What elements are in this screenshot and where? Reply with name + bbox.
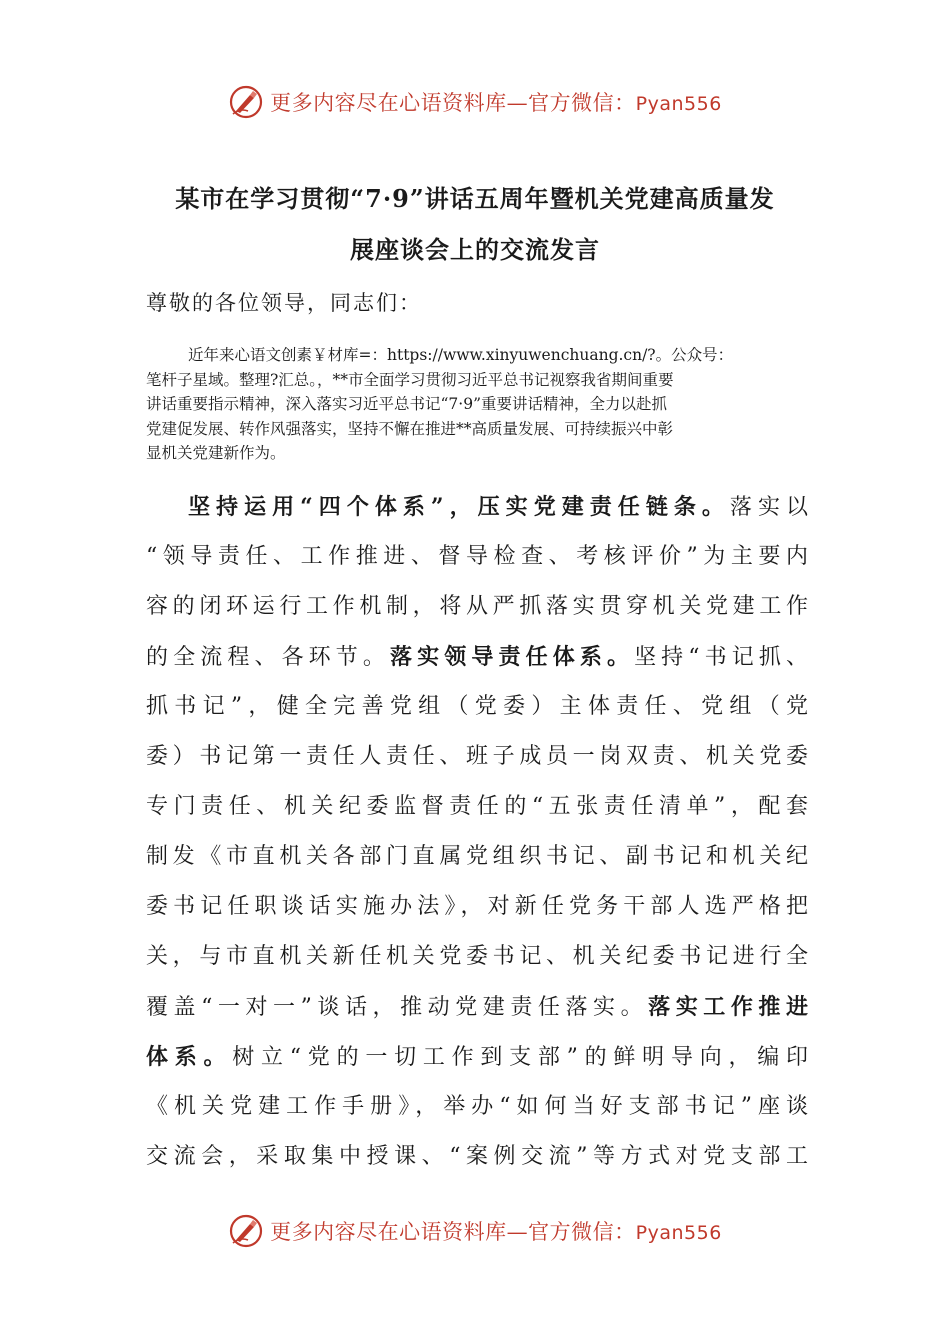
source-note	[146, 343, 812, 466]
body-line: 坚持运用“四个体系”，压实党建责任链条。落实以	[188, 494, 808, 520]
subheading-bold: 落实领导责任体系。	[390, 644, 635, 670]
header-watermark-banner	[0, 82, 950, 122]
body-line: 关，与市直机关新任机关党委书记、机关纪委书记进行全	[146, 944, 808, 969]
body-line: 制发《市直机关各部门直属党组织书记、副书记和机关纪	[146, 844, 808, 869]
note-line: 近年来心语文创素￥材库=：https://www.xinyuwenchuang.cn/?。公众号：	[188, 346, 734, 364]
body-line: 《机关党建工作手册》，举办“如何当好支部书记”座谈	[146, 1094, 808, 1119]
body-paragraph	[146, 482, 808, 1182]
subheading-bold: 体系。	[146, 1044, 233, 1070]
body-line: 抓书记”，健全完善党组（党委）主体责任、党组（党	[146, 694, 808, 719]
body-line: 委书记任职谈话实施办法》，对新任党务干部人选严格把	[146, 894, 808, 919]
banner-text: 更多内容尽在心语资料库—官方微信：Pyan556	[270, 1220, 722, 1244]
banner-text: 更多内容尽在心语资料库—官方微信：Pyan556	[270, 91, 722, 115]
body-line: 覆盖“一对一”谈话，推动党建责任落实。落实工作推进	[146, 994, 808, 1020]
document-title	[140, 173, 810, 275]
footer-watermark-banner	[0, 1211, 950, 1251]
body-line: 委）书记第一责任人责任、班子成员一岗双责、机关党委	[146, 744, 808, 769]
body-line: “领导责任、工作推进、督导检查、考核评价”为主要内	[146, 544, 808, 569]
body-line: 容的闭环运行工作机制，将从严抓落实贯穿机关党建工作	[146, 594, 808, 619]
pen-logo-icon	[228, 84, 264, 120]
note-line: 党建促发展、转作风强落实，坚持不懈在推进**高质量发展、可持续振兴中彰	[146, 419, 674, 438]
note-line: 笔杆子星域。整理?汇总。，**市全面学习贯彻习近平总书记视察我省期间重要	[146, 370, 674, 389]
heading-bold: 坚持运用“四个体系”，压实党建责任链条。	[188, 494, 730, 520]
pen-logo-icon	[228, 1213, 264, 1249]
body-line: 专门责任、机关纪委监督责任的“五张责任清单”，配套	[146, 794, 808, 819]
subheading-bold: 落实工作推进	[648, 994, 808, 1020]
wechat-id: Pyan556	[635, 93, 722, 115]
note-line: 显机关党建新作为。	[146, 444, 286, 462]
note-line: 讲话重要指示精神，深入落实习近平总书记“7·9”重要讲话精神，全力以赴抓	[146, 395, 668, 413]
salutation: 尊敬的各位领导，同志们：	[146, 291, 422, 315]
body-line: 体系。树立“党的一切工作到支部”的鲜明导向，编印	[146, 1044, 808, 1070]
wechat-id: Pyan556	[635, 1222, 722, 1244]
body-line: 的全流程、各环节。落实领导责任体系。坚持“书记抓、	[146, 644, 808, 670]
title-line-2: 展座谈会上的交流发言	[350, 235, 600, 264]
body-line: 交流会，采取集中授课、“案例交流”等方式对党支部工	[146, 1144, 808, 1169]
title-line-1: 某市在学习贯彻“7·9”讲话五周年暨机关党建高质量发	[175, 184, 775, 213]
